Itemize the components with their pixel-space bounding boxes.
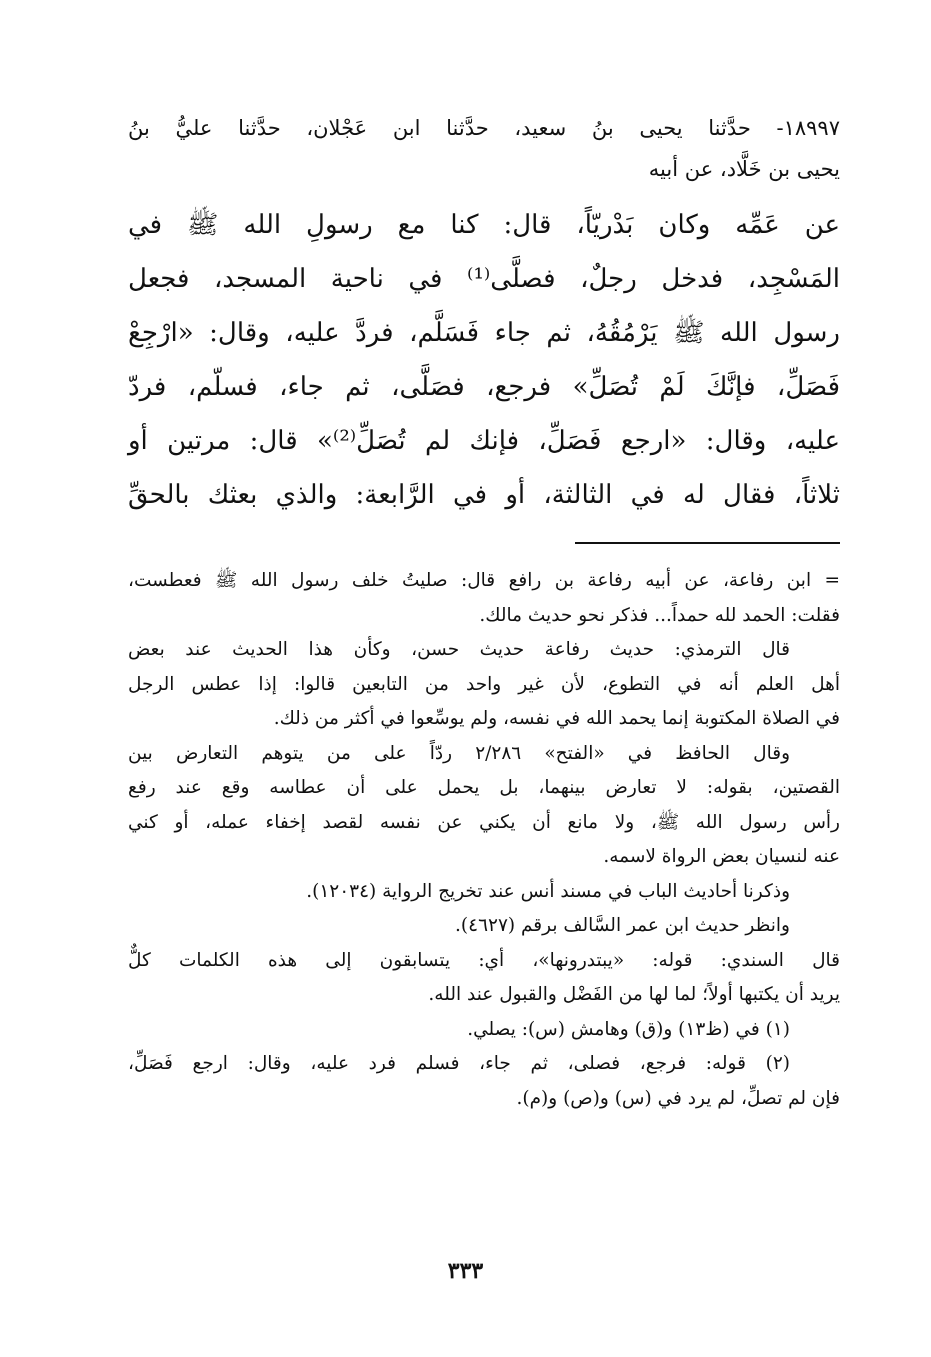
footnote-line: أهل العلم أنه في التطوع، لأن غير واحد من التابعين قالوا: إذا عطس الرجل [128,673,840,695]
footnote-line: (١) في (ظ١٣) و(ق) وهامش (س): يصلي. [467,1018,790,1040]
body-line-4: فَصَلِّ، فإنَّكَ لَمْ تُصَلِّ» فرجع، فصَلَّى، ثم جاء، فسلّم، فردّ [128,372,840,402]
footnote-line: في الصلاة المكتوبة إنما يحمد الله في نفسه، ولم يوسِّعوا في أكثر من ذلك. [273,708,840,729]
footnote-line: وذكرنا أحاديث الباب في مسند أنس عند تخريج الرواية (١٢٠٣٤). [306,880,790,902]
footnote-line: وقال الحافظ في «الفتح» ٢/٢٨٦ ردّاً على من يتوهم التعارض بين [128,742,791,764]
hadith-header [128,108,840,190]
page-content [128,108,840,1116]
footnote-line: فقلت: الحمد لله حمداً... فذكر نحو حديث مالك. [479,604,840,626]
body-line-3: رسول الله ﷺ يَرْمُقُهُ، ثم جاء فَسَلَّم، فردَّ عليه، وقال: «ارْجِعْ [128,318,840,348]
body-line-6: ثلاثاً، فقال له في الثالثة، أو في الرَّابعة: والذي بعثك بالحقِّ [128,480,840,510]
footnote-line: قال السندي: قوله: «يبتدرونها»، أي: يتسابقون إلى هذه الكلمات كلٌّ [128,949,840,971]
footnote-separator [575,542,840,544]
header-line-1: ١٨٩٩٧- حدَّثنا يحيى بنُ سعيد، حدَّثنا ابن عَجْلان، حدَّثنا عليُّ بنُ [128,116,840,140]
footnotes [128,564,840,1116]
footnote-line: يريد أن يكتبها أولاً؛ لما لها من الفَضْل والقبول عند الله. [428,984,840,1005]
body-line-2: المَسْجِد، فدخل رجلٌ، فصلَّى⁽¹⁾ في ناحية المسجد، فجعل [128,264,840,294]
footnote-line: فإن لم تصلِّ، لم يرد في (س) و(ص) و(م). [516,1087,840,1109]
footnote-line: وانظر حديث ابن عمر السَّالف برقم (٤٦٢٧). [455,915,790,936]
footnote-line: قال الترمذي: حديث رفاعة حديث حسن، وكأن هذا الحديث عند بعض [128,639,790,660]
page-number: ٣٣٣ [447,1258,484,1284]
footnote-line: (٢) قوله: فرجع، فصلى، ثم جاء، فسلم فرد عليه، وقال: ارجع فَصَلِّ، [128,1053,790,1074]
footnote-line: رأس رسول الله ﷺ، ولا مانع أن يكني عن نفسه لقصد إخفاء عمله، أو كني [128,811,840,833]
header-line-2: يحيى بن خَلَّاد، عن أبيه [648,157,840,181]
footnote-line: = ابن رفاعة، عن أبيه رفاعة بن رافع قال: صليتُ خلف رسول الله ﷺ فعطست، [128,570,840,591]
footnote-line: عنه لنسيان بعض الرواة لاسمه. [603,846,840,867]
body-line-1: عن عَمِّه وكان بَدْريّاً، قال: كنا مع رسولِ الله ﷺ في [128,210,840,240]
hadith-body [128,198,840,522]
body-line-5: عليه، وقال: «ارجع فَصَلِّ، فإنك لم تُصَلِّ⁽²⁾» قال: مرتين أو [128,426,841,456]
footnote-line: القصتين، بقوله: لا تعارض بينهما، بل يحمل على أن عطاسه وقع عند رفع [128,777,840,798]
